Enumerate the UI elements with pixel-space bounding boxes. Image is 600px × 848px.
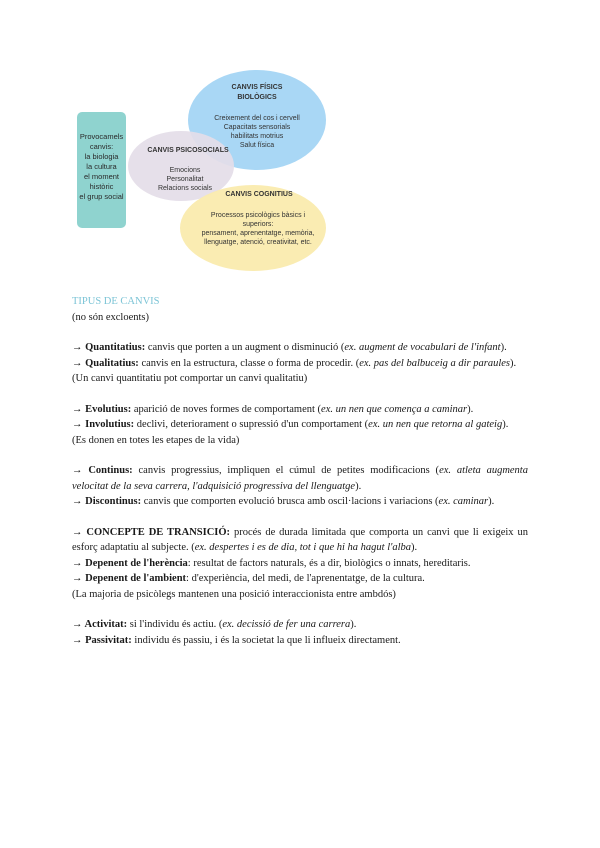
fisics-item: Salut física: [239, 142, 275, 149]
item-example: ex. un nen que comença a caminar: [321, 403, 468, 415]
item-text: si l'individu és actiu. (: [127, 619, 223, 630]
cognitius-item: Processos psicològics bàsics i: [210, 212, 306, 219]
item-herencia: [72, 556, 528, 572]
psicosocials-item: Relacions socials: [157, 185, 213, 192]
item-example: ex. decissió de fer una carrera: [222, 619, 351, 630]
item-qualitatius: [72, 356, 528, 372]
causes-line: la biologia: [84, 152, 119, 161]
causes-line: el grup social: [79, 192, 124, 201]
item-text: individu és passiu, i és la societat la que li influeix directament.: [131, 634, 401, 646]
item-label: → Depenent de l'herència: [72, 557, 188, 569]
item-label: → Involutius:: [72, 419, 135, 430]
cognitius-item: llenguatge, atenció, creativitat, etc.: [204, 239, 312, 246]
cognitius-items: [192, 211, 324, 247]
item-text: : resultat de factors naturals, és a dir, biològics o innats, hereditaris.: [187, 557, 471, 569]
item-example: ex. un nen que retorna al gateig: [368, 419, 503, 430]
item-end: ).: [411, 542, 418, 553]
item-transicio: [72, 525, 528, 556]
item-activitat: [72, 617, 528, 633]
item-label: → Passivitat:: [72, 634, 132, 646]
item-text: canvis progressius, impliquen el cúmul de petites modificacions (: [132, 465, 440, 476]
item-label: → Evolutius:: [72, 403, 132, 415]
note-quantitatiu: (Un canvi quantitatiu pot comportar un canvi qualitatiu): [72, 373, 308, 384]
concept-diagram: [0, 0, 600, 280]
item-label: → Activitat:: [72, 619, 128, 630]
psicosocials-item: Emocions: [169, 167, 201, 174]
section-title: TIPUS DE CANVIS: [72, 296, 160, 307]
item-label: → Quantitatius:: [72, 342, 146, 353]
causes-box: [77, 112, 126, 228]
fisics-title-line: BIOLÒGICS: [237, 94, 277, 101]
causes-line: el moment: [83, 172, 119, 181]
psicosocials-items: [143, 166, 227, 193]
item-quantitatius: [72, 340, 528, 356]
item-label: → Discontinus:: [72, 496, 142, 507]
item-discontinus: [72, 494, 528, 510]
item-end: ).: [467, 403, 474, 415]
causes-line: la cultura: [86, 162, 117, 171]
item-ambient: [72, 571, 528, 587]
item-text: canvis que porten a un augment o disminució (: [145, 342, 345, 353]
item-end: ).: [510, 357, 517, 369]
item-end: ).: [488, 496, 495, 507]
fisics-title: [225, 83, 289, 103]
fisics-item: Creixement del cos i cervell: [214, 115, 300, 122]
item-text: : d'experiència, del medi, de l'aprenentatge, de la cultura.: [186, 573, 425, 584]
item-end: ).: [502, 419, 509, 430]
fisics-items: [200, 114, 314, 150]
item-text: canvis en la estructura, classe o forma de procedir. (: [138, 357, 360, 369]
item-end: ).: [350, 619, 357, 630]
item-example: ex. caminar: [438, 496, 489, 507]
section-subtitle: (no són excloents): [72, 311, 149, 323]
item-example: ex. pas del balbuceig a dir paraules: [359, 357, 511, 369]
item-end: ).: [355, 480, 362, 492]
item-label: → Qualitatius:: [72, 357, 139, 369]
item-involutius: [72, 417, 528, 433]
item-passivitat: [72, 633, 528, 649]
item-example: ex. despertes i es de dia, tot i que hi ha hagut l'alba: [194, 542, 412, 553]
item-continus: [72, 463, 528, 494]
causes-line: històric: [89, 182, 114, 191]
causes-line: canvis:: [89, 142, 114, 151]
item-end: ).: [500, 342, 507, 353]
item-text: declivi, deteriorament o supressió d'un comportament (: [134, 419, 369, 430]
item-label: → Continus:: [72, 465, 133, 476]
psicosocials-title: CANVIS PSICOSOCIALS: [147, 147, 229, 154]
cognitius-title: CANVIS COGNITIUS: [225, 191, 293, 198]
fisics-item: Capacitats sensorials: [223, 124, 291, 131]
psicosocials-item: Personalitat: [166, 176, 204, 183]
note-etapes: (Es donen en totes les etapes de la vida): [72, 434, 240, 446]
item-text: canvis que comporten evolució brusca amb oscil·lacions i variacions (: [141, 496, 439, 507]
item-text: procés de durada limitada que comporta un canvi que li exigeix un esforç adaptatiu al subjecte. (: [72, 526, 528, 553]
item-label: → Depenent de l'ambient: [72, 573, 187, 584]
fisics-item: habilitats motrius: [230, 133, 284, 140]
item-text: aparició de noves formes de comportament (: [131, 403, 322, 415]
item-evolutius: [72, 402, 528, 418]
item-label: → CONCEPTE DE TRANSICIÓ:: [72, 526, 231, 538]
note-interaccionista: (La majoria de psicòlegs mantenen una posició interaccionista entre ambdós): [72, 588, 396, 600]
item-example: ex. atleta augmenta velocitat de la seva carrera, l'adquisició progressiva del llenguatge: [72, 465, 528, 492]
document-body: [72, 294, 528, 648]
fisics-title-line: CANVIS FÍSICS: [231, 84, 283, 91]
causes-line: Provocamels: [79, 132, 124, 141]
cognitius-item: superiors:: [242, 221, 274, 228]
item-example: ex. augment de vocabulari de l'infant: [344, 342, 501, 353]
cognitius-item: pensament, aprenentatge, memòria,: [201, 230, 315, 237]
